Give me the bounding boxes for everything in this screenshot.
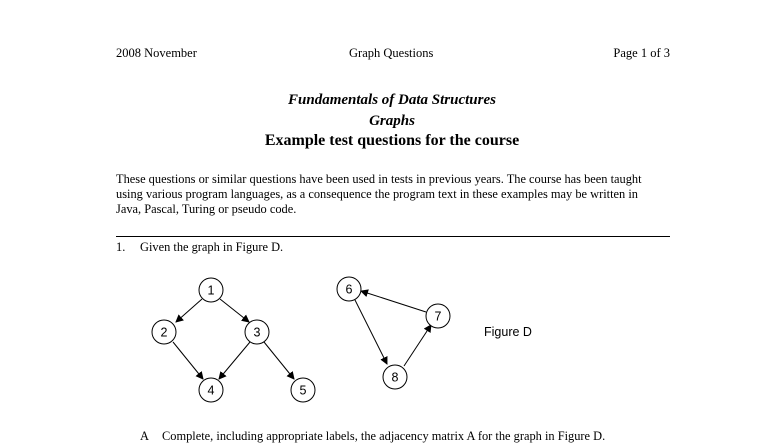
header-page-number: Page 1 of 3 (613, 46, 670, 60)
part-letter: A (140, 429, 149, 443)
node-label: 2 (160, 325, 168, 340)
graph-node-1 (199, 278, 223, 302)
node-label: 7 (434, 309, 442, 324)
question-number: 1. (116, 240, 126, 254)
graph-node-6 (337, 277, 361, 301)
header-title: Graph Questions (349, 46, 434, 60)
node-label: 5 (299, 383, 307, 398)
question-1-part-a (140, 429, 605, 444)
graph-node-7 (426, 304, 450, 328)
intro-line: using various program languages, as a consequence the program text in these examples may be written in (116, 187, 638, 201)
node-label: 8 (391, 370, 399, 385)
node-label: 6 (345, 282, 353, 297)
edge-1-2 (176, 299, 202, 322)
edge-7-6 (361, 291, 426, 312)
document-subtitle: Example test questions for the course (264, 132, 520, 149)
edge-3-5 (264, 342, 294, 379)
course-title: Fundamentals of Data Structures (288, 92, 496, 108)
intro-line: These questions or similar questions have been used in tests in previous years. The course has been taught (116, 172, 642, 186)
graph-node-8 (383, 365, 407, 389)
figure-label: Figure D (484, 325, 532, 339)
graph-node-2 (152, 320, 176, 344)
node-label: 4 (207, 383, 215, 398)
intro-line: Java, Pascal, Turing or pseudo code. (116, 202, 297, 216)
node-label: 1 (207, 283, 215, 298)
graph-node-4 (199, 378, 223, 402)
edge-2-4 (173, 342, 203, 379)
topic-title: Graphs (369, 113, 415, 129)
node-label: 3 (253, 325, 261, 340)
question-text: Given the graph in Figure D. (140, 240, 284, 254)
edge-3-4 (219, 342, 250, 379)
graph-node-3 (245, 320, 269, 344)
edge-1-3 (220, 299, 249, 322)
graph-node-5 (291, 378, 315, 402)
edge-8-7 (404, 325, 431, 366)
edge-6-8 (355, 300, 387, 364)
header-date: 2008 November (116, 46, 197, 60)
part-text: Complete, including appropriate labels, the adjacency matrix A for the graph in Figure D. (162, 429, 606, 443)
